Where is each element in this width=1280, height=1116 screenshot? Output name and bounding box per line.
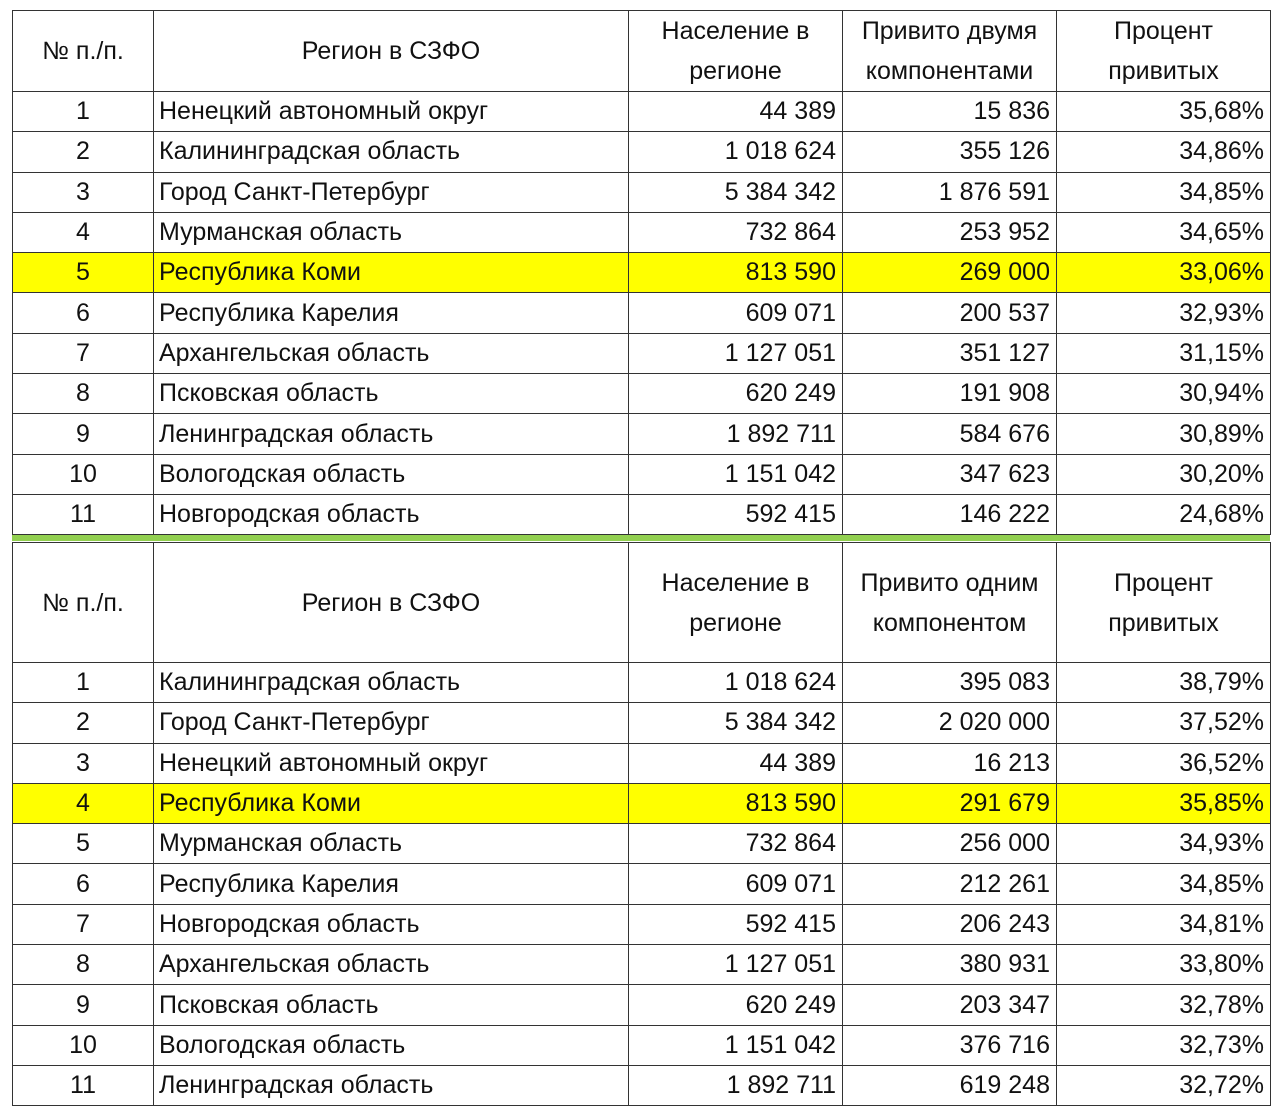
vaccinated-percent: 32,72% bbox=[1057, 1065, 1271, 1105]
row-number: 11 bbox=[13, 1065, 154, 1105]
row-number: 1 bbox=[13, 92, 154, 132]
population: 1 127 051 bbox=[629, 945, 843, 985]
population: 732 864 bbox=[629, 212, 843, 252]
table-row bbox=[13, 494, 1271, 534]
row-number: 2 bbox=[13, 132, 154, 172]
region-name: Новгородская область bbox=[154, 904, 629, 944]
population: 1 892 711 bbox=[629, 1065, 843, 1105]
table-row bbox=[13, 985, 1271, 1025]
row-number: 1 bbox=[13, 663, 154, 703]
table-row bbox=[13, 864, 1271, 904]
population: 732 864 bbox=[629, 824, 843, 864]
vaccinated-percent: 32,93% bbox=[1057, 293, 1271, 333]
vaccinated-percent: 34,86% bbox=[1057, 132, 1271, 172]
region-name: Псковская область bbox=[154, 374, 629, 414]
region-name: Архангельская область bbox=[154, 945, 629, 985]
header-vaccinated: Привито двумя компонентами bbox=[843, 11, 1057, 92]
table-row bbox=[13, 212, 1271, 252]
vaccinated-count: 380 931 bbox=[843, 945, 1057, 985]
vaccinated-count: 253 952 bbox=[843, 212, 1057, 252]
row-number: 6 bbox=[13, 864, 154, 904]
row-number: 7 bbox=[13, 333, 154, 373]
row-number: 3 bbox=[13, 172, 154, 212]
vaccinated-count: 15 836 bbox=[843, 92, 1057, 132]
table-row bbox=[13, 1025, 1271, 1065]
vaccinated-percent: 35,85% bbox=[1057, 783, 1271, 823]
vaccinated-percent: 30,94% bbox=[1057, 374, 1271, 414]
vaccinated-count: 355 126 bbox=[843, 132, 1057, 172]
table-row bbox=[13, 663, 1271, 703]
table-row bbox=[13, 904, 1271, 944]
population: 1 127 051 bbox=[629, 333, 843, 373]
vaccinated-percent: 34,93% bbox=[1057, 824, 1271, 864]
population: 1 018 624 bbox=[629, 663, 843, 703]
region-name: Архангельская область bbox=[154, 333, 629, 373]
table-row bbox=[13, 414, 1271, 454]
vaccinated-percent: 24,68% bbox=[1057, 494, 1271, 534]
vaccinated-count: 203 347 bbox=[843, 985, 1057, 1025]
table-row bbox=[13, 172, 1271, 212]
vaccinated-count: 584 676 bbox=[843, 414, 1057, 454]
vaccinated-count: 395 083 bbox=[843, 663, 1057, 703]
region-name: Ненецкий автономный округ bbox=[154, 92, 629, 132]
table-row bbox=[13, 703, 1271, 743]
vaccinated-percent: 34,65% bbox=[1057, 212, 1271, 252]
region-name: Республика Карелия bbox=[154, 864, 629, 904]
region-name: Ленинградская область bbox=[154, 1065, 629, 1105]
header-number: № п./п. bbox=[13, 543, 154, 663]
region-name: Мурманская область bbox=[154, 212, 629, 252]
row-number: 5 bbox=[13, 253, 154, 293]
vaccinated-percent: 34,85% bbox=[1057, 172, 1271, 212]
vaccinated-percent: 33,80% bbox=[1057, 945, 1271, 985]
population: 5 384 342 bbox=[629, 172, 843, 212]
population: 592 415 bbox=[629, 494, 843, 534]
row-number: 7 bbox=[13, 904, 154, 944]
population: 609 071 bbox=[629, 864, 843, 904]
population: 620 249 bbox=[629, 985, 843, 1025]
vaccinated-count: 212 261 bbox=[843, 864, 1057, 904]
table-two-components bbox=[12, 10, 1271, 535]
vaccinated-count: 351 127 bbox=[843, 333, 1057, 373]
table-row bbox=[13, 945, 1271, 985]
vaccinated-count: 291 679 bbox=[843, 783, 1057, 823]
region-name: Республика Коми bbox=[154, 253, 629, 293]
table-row bbox=[13, 132, 1271, 172]
table-row-highlighted bbox=[13, 783, 1271, 823]
header-population: Население в регионе bbox=[629, 543, 843, 663]
vaccinated-count: 256 000 bbox=[843, 824, 1057, 864]
population: 44 389 bbox=[629, 92, 843, 132]
vaccinated-percent: 37,52% bbox=[1057, 703, 1271, 743]
population: 5 384 342 bbox=[629, 703, 843, 743]
population: 44 389 bbox=[629, 743, 843, 783]
header-population: Население в регионе bbox=[629, 11, 843, 92]
vaccinated-count: 191 908 bbox=[843, 374, 1057, 414]
header-percent: Процент привитых bbox=[1057, 543, 1271, 663]
region-name: Калининградская область bbox=[154, 132, 629, 172]
table-body bbox=[13, 92, 1271, 535]
vaccinated-count: 376 716 bbox=[843, 1025, 1057, 1065]
population: 1 018 624 bbox=[629, 132, 843, 172]
vaccinated-percent: 36,52% bbox=[1057, 743, 1271, 783]
population: 1 151 042 bbox=[629, 1025, 843, 1065]
vaccinated-percent: 30,89% bbox=[1057, 414, 1271, 454]
header-region: Регион в СЗФО bbox=[154, 11, 629, 92]
row-number: 6 bbox=[13, 293, 154, 333]
row-number: 11 bbox=[13, 494, 154, 534]
vaccinated-count: 269 000 bbox=[843, 253, 1057, 293]
section-separator bbox=[12, 535, 1270, 541]
vaccinated-count: 200 537 bbox=[843, 293, 1057, 333]
region-name: Псковская область bbox=[154, 985, 629, 1025]
vaccinated-count: 146 222 bbox=[843, 494, 1057, 534]
row-number: 8 bbox=[13, 374, 154, 414]
region-name: Калининградская область bbox=[154, 663, 629, 703]
vaccinated-percent: 34,81% bbox=[1057, 904, 1271, 944]
row-number: 4 bbox=[13, 783, 154, 823]
vaccinated-count: 1 876 591 bbox=[843, 172, 1057, 212]
population: 813 590 bbox=[629, 783, 843, 823]
vaccinated-count: 619 248 bbox=[843, 1065, 1057, 1105]
vaccinated-percent: 31,15% bbox=[1057, 333, 1271, 373]
table-row bbox=[13, 743, 1271, 783]
table-row bbox=[13, 454, 1271, 494]
vaccinated-percent: 30,20% bbox=[1057, 454, 1271, 494]
vaccinated-percent: 35,68% bbox=[1057, 92, 1271, 132]
region-name: Ленинградская область bbox=[154, 414, 629, 454]
table-row bbox=[13, 92, 1271, 132]
table-body bbox=[13, 663, 1271, 1106]
population: 1 151 042 bbox=[629, 454, 843, 494]
header-region: Регион в СЗФО bbox=[154, 543, 629, 663]
vaccinated-percent: 38,79% bbox=[1057, 663, 1271, 703]
region-name: Мурманская область bbox=[154, 824, 629, 864]
header-row bbox=[13, 543, 1271, 663]
vaccinated-percent: 33,06% bbox=[1057, 253, 1271, 293]
table-row bbox=[13, 293, 1271, 333]
region-name: Город Санкт-Петербург bbox=[154, 703, 629, 743]
row-number: 3 bbox=[13, 743, 154, 783]
vaccinated-count: 2 020 000 bbox=[843, 703, 1057, 743]
region-name: Республика Карелия bbox=[154, 293, 629, 333]
table-row bbox=[13, 374, 1271, 414]
row-number: 9 bbox=[13, 414, 154, 454]
region-name: Новгородская область bbox=[154, 494, 629, 534]
vaccinated-percent: 34,85% bbox=[1057, 864, 1271, 904]
region-name: Вологодская область bbox=[154, 454, 629, 494]
header-percent: Процент привитых bbox=[1057, 11, 1271, 92]
vaccinated-percent: 32,78% bbox=[1057, 985, 1271, 1025]
row-number: 2 bbox=[13, 703, 154, 743]
table-row bbox=[13, 333, 1271, 373]
region-name: Ненецкий автономный округ bbox=[154, 743, 629, 783]
row-number: 8 bbox=[13, 945, 154, 985]
table-row bbox=[13, 824, 1271, 864]
table-row-highlighted bbox=[13, 253, 1271, 293]
vaccinated-percent: 32,73% bbox=[1057, 1025, 1271, 1065]
vaccinated-count: 16 213 bbox=[843, 743, 1057, 783]
table-row bbox=[13, 1065, 1271, 1105]
row-number: 10 bbox=[13, 1025, 154, 1065]
row-number: 9 bbox=[13, 985, 154, 1025]
vaccinated-count: 206 243 bbox=[843, 904, 1057, 944]
region-name: Город Санкт-Петербург bbox=[154, 172, 629, 212]
region-name: Вологодская область bbox=[154, 1025, 629, 1065]
row-number: 5 bbox=[13, 824, 154, 864]
table-one-component bbox=[12, 542, 1271, 1106]
population: 592 415 bbox=[629, 904, 843, 944]
row-number: 10 bbox=[13, 454, 154, 494]
header-number: № п./п. bbox=[13, 11, 154, 92]
population: 609 071 bbox=[629, 293, 843, 333]
header-row bbox=[13, 11, 1271, 92]
row-number: 4 bbox=[13, 212, 154, 252]
vaccinated-count: 347 623 bbox=[843, 454, 1057, 494]
region-name: Республика Коми bbox=[154, 783, 629, 823]
header-vaccinated: Привито одним компонентом bbox=[843, 543, 1057, 663]
population: 1 892 711 bbox=[629, 414, 843, 454]
population: 813 590 bbox=[629, 253, 843, 293]
population: 620 249 bbox=[629, 374, 843, 414]
